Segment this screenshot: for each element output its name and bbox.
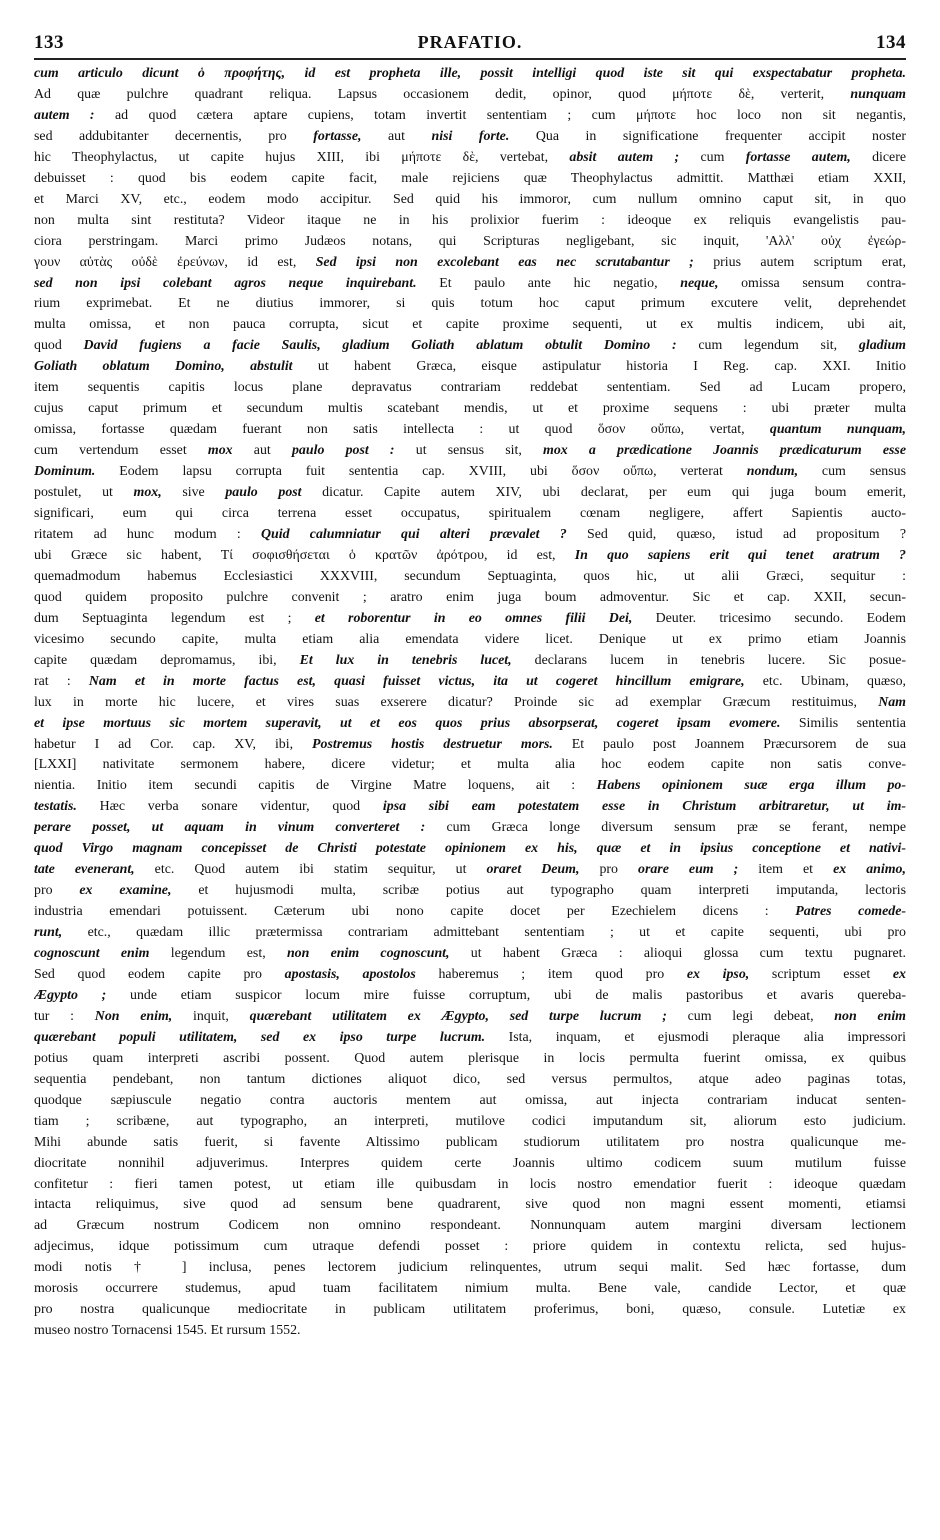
text-run: lux in morte hic lucere, et vires suas exserere dicatur? Proinde sic ad exemplar Græcum restituimus,: [34, 694, 879, 710]
italic-run: nondum,: [746, 464, 799, 480]
text-run: omissa, fortasse quædam fuerant non satis intellecta : ut quod ὅσον οὔπω, vertat,: [34, 422, 770, 438]
text-run: non multa sint restituta? Videor itaque ne in his prolixior fuerim : ideoque ex reliquis evangelistis pau-: [34, 212, 906, 228]
text-line: [34, 567, 906, 588]
italic-run: ex: [892, 966, 906, 982]
italic-run: nisi forte.: [431, 128, 510, 144]
italic-run: Patres comede-: [795, 904, 906, 920]
text-run: multa omissa, et non pauca corrupta, sicut et capite proxime sequenti, ut ex multis indicem, ubi ait,: [34, 317, 906, 333]
text-line: [34, 483, 906, 504]
text-line: [34, 1216, 906, 1237]
text-run: Qua in significatione frequenter accipit noster: [509, 128, 906, 144]
italic-run: Habens opinionem suæ erga illum po-: [596, 778, 906, 794]
text-line: [34, 1091, 906, 1112]
italic-run: Non enim,: [94, 1008, 173, 1024]
text-run: morosis occurrere studemus, apud tuam facilitatem nimium multa. Bene vale, candide Lector, et quæ: [34, 1281, 906, 1297]
running-title: PRAFATIO.: [417, 32, 523, 52]
text-run: Sed quid, quæso, istud ad propositum ?: [566, 526, 906, 542]
text-line: [34, 232, 906, 253]
text-run: etc. Ubinam, quæso,: [744, 673, 906, 689]
text-run: item sequentis capitis locus plane depravatus contrariam reddebat sententiam. Sed ad Lucam propero,: [34, 380, 906, 396]
text-run: industria emendari potuissent. Cæterum ubi nono capite docet per Ezechielem dicens :: [34, 904, 796, 920]
text-run: cum legi debeat,: [666, 1008, 835, 1024]
text-run: γουν αὐτὰς οὐδὲ ἐρεύνων, id est,: [34, 254, 316, 270]
text-line: [34, 1195, 906, 1216]
text-line: [34, 336, 906, 357]
text-run: item et: [738, 862, 834, 878]
text-run: cum: [679, 149, 746, 165]
text-line: [34, 609, 906, 630]
text-run: Deuter. tricesimo secundo. Eodem: [632, 610, 906, 626]
text-line: [34, 923, 906, 944]
italic-run: quod Virgo magnam concepisset de Christi potestate opinionem ex his, quæ et in ipsius conceptione et nativi-: [34, 841, 906, 857]
header-rule: [34, 58, 906, 60]
text-run: potius quam interpreti ascribi possent. Quod autem plerisque in locis permulta fuerint omissa, ex quibus: [34, 1050, 906, 1066]
text-line: [34, 693, 906, 714]
text-line: [34, 420, 906, 441]
italic-run: mox,: [133, 485, 162, 501]
text-line: [34, 378, 906, 399]
text-line: [34, 1007, 906, 1028]
text-line: [34, 64, 906, 85]
text-run: et Marci XV, etc., eodem modo accipitur. Sed quid his immoror, cum nullum omnino caput sit, in quo: [34, 191, 906, 207]
text-line: [34, 588, 906, 609]
text-run: dum Septuaginta legendum est ;: [34, 610, 315, 626]
text-line: [34, 1175, 906, 1196]
italic-run: ipsa sibi eam potestatem esse in Christum arbitraretur, ut im-: [382, 799, 906, 815]
text-line: [34, 462, 906, 483]
italic-run: paulo post :: [291, 443, 395, 459]
italic-run: Goliath oblatum Domino, abstulit: [34, 359, 293, 375]
text-run: capite quædam depromamus, ibi,: [34, 652, 300, 668]
text-line: [34, 441, 906, 462]
text-line: [34, 148, 906, 169]
text-run: cum vertendum esset: [34, 443, 208, 459]
italic-run: ex animo,: [833, 862, 906, 878]
italic-run: runt,: [34, 925, 63, 941]
text-run: Ad quæ pulchre quadrant reliqua. Lapsus occasionem dedit, opinor, quod μήποτε δὲ, verterit,: [34, 86, 851, 102]
text-run: pro: [34, 883, 80, 899]
italic-run: nunquam: [850, 86, 906, 102]
text-line: [34, 127, 906, 148]
text-run: declarans lucem in tenebris lucere. Sic posue-: [511, 652, 906, 668]
text-run: sed addubitanter decernentis, pro: [34, 128, 314, 144]
text-run: unde etiam suspicor locum mire fuisse corruptum, ubi de malis pastoribus et avaris querebа-: [106, 987, 906, 1003]
text-run: significari, eum qui circa terrena esset occupatus, spiritualem cœnam negligere, affert Sapientis aucto-: [34, 506, 906, 522]
italic-run: Ægypto ;: [34, 987, 107, 1003]
italic-run: apostasis, apostolos: [284, 966, 416, 982]
italic-run: fortasse,: [313, 128, 362, 144]
text-line: [34, 1112, 906, 1133]
text-run: Et paulo post Joannem Præcursorem de sua: [552, 736, 906, 752]
text-run: prius autem scriptum erat,: [693, 254, 906, 270]
text-line: [34, 1279, 906, 1300]
italic-run: quantum nunquam,: [769, 422, 906, 438]
text-run: ut habent Græca : alioqui glossa cum textu pugnaret.: [449, 946, 906, 962]
text-run: cum sensus: [798, 464, 906, 480]
italic-run: fortasse autem,: [745, 149, 851, 165]
italic-run: Dominum.: [34, 464, 96, 480]
text-run: legendum est,: [149, 946, 287, 962]
text-run: Et paulo ante hic negatio,: [416, 275, 681, 291]
text-line: [34, 630, 906, 651]
text-line: [34, 797, 906, 818]
italic-run: absit autem ;: [569, 149, 680, 165]
text-line: [34, 776, 906, 797]
text-line: [34, 211, 906, 232]
text-run: adjecimus, idque potissimum cum utraque defendi posset : priore quidem in contextu relicta, sed hujus-: [34, 1239, 906, 1255]
text-line: [34, 294, 906, 315]
text-run: sive: [161, 485, 226, 501]
text-run: quodque sæpiuscule negatio contra auctoris mentem aut omissa, aut injecta contrariam inducat senten-: [34, 1092, 906, 1108]
text-run: Similis sententia: [780, 715, 906, 731]
text-line: [34, 253, 906, 274]
text-run: tur :: [34, 1008, 95, 1024]
text-run: tiam ; scribæne, aut typographo, an interpreti, mutilove codici imputandum sit, aliorum esto judicium.: [34, 1113, 906, 1129]
text-run: scriptum esset: [749, 966, 893, 982]
italic-run: cum articulo dicunt ὁ προφήτης, id est propheta ille, possit intelligi quod iste sit qui exspectabatur propheta.: [34, 66, 906, 81]
text-run: cujus caput primum et secundum multis scatebant mendis, ut et proxime sequens : ubi præter multa: [34, 401, 906, 417]
text-line: [34, 399, 906, 420]
text-line: [34, 274, 906, 295]
text-line: [34, 672, 906, 693]
text-run: Ista, inquam, et ejusmodi pleraque alia impressori: [485, 1029, 906, 1045]
text-line: [34, 106, 906, 127]
page-number-right: 134: [876, 32, 906, 53]
text-line: [34, 169, 906, 190]
text-run: ritatem ad hunc modum :: [34, 526, 261, 542]
text-run: ad quod cætera aptare cupiens, totam invertit sententiam ; cum μήποτε hoc loco non sit negantis,: [94, 107, 906, 123]
text-run: omissa sensum contra-: [718, 275, 906, 291]
italic-run: testatis.: [34, 799, 77, 815]
text-line: [34, 357, 906, 378]
text-run: confitetur : fieri tamen potest, ut etiam ille quibusdam in locis nostro emendatior fuerit : ideoque quædam: [34, 1176, 906, 1192]
text-run: habetur I ad Cor. cap. XV, ibi,: [34, 736, 313, 752]
italic-run: quærebant utilitatem ex Ægypto, sed turpe lucrum ;: [249, 1008, 667, 1024]
text-run: diocritate nonnihil adjuverimus. Interpres quidem certe Joannis ultimo codicem suum mutilum fuisse: [34, 1155, 906, 1171]
italic-run: quærebant populi utilitatem, sed ex ipso turpe lucrum.: [34, 1029, 486, 1045]
italic-run: autem :: [34, 107, 95, 123]
text-run: quod quidem proposito pulchre convenit ; aratro enim juga boum admoventur. Sic et cap. XXII, secun-: [34, 589, 906, 605]
text-run: modi notis † ] inclusa, penes lectorem judicium relinquentes, utrum sequi malit. Sed hæc fortasse, dum: [34, 1260, 906, 1276]
text-line: [34, 839, 906, 860]
text-run: dicatur. Capite autem XIV, ubi declarat, per eum qui juga boum emerit,: [301, 485, 906, 501]
text-line: [34, 986, 906, 1007]
page-number-left: 133: [34, 32, 64, 53]
italic-run: mox: [207, 443, 233, 459]
text-run: Sed quod eodem capite pro: [34, 966, 285, 982]
text-run: Hæc verba sonare videntur, quod: [76, 799, 383, 815]
text-run: sequentia pendebant, non tantum dictiones aliquot dico, sed versus permultos, atque adeo paginas totas,: [34, 1071, 906, 1087]
text-run: debuisset : quod bis eodem capite facit, male rejiciens quæ Theophylactus admittit. Matthæi etiam XXII,: [34, 170, 906, 186]
text-run: nientia. Initio item secundi capitis de Virgine Matre loquens, ait :: [34, 778, 597, 794]
text-line: [34, 881, 906, 902]
italic-run: Nam et in morte factus est, quasi fuisset victus, ita ut cogeret hincillum emigrare,: [88, 673, 745, 689]
text-run: rium exprimebat. Et ne diutius immorer, si quis totum hoc caput primum excutere velit, deprehendet: [34, 296, 906, 312]
text-line: [34, 1321, 906, 1342]
text-run: haberemus ; item quod pro: [415, 966, 687, 982]
text-run: ut habent Græca, eisque astipulatur historia I Reg. cap. XXI. Initio: [292, 359, 906, 375]
text-run: quod: [34, 338, 84, 354]
text-line: [34, 1133, 906, 1154]
text-line: [34, 714, 906, 735]
text-line: [34, 1237, 906, 1258]
text-line: [34, 546, 906, 567]
text-line: [34, 315, 906, 336]
text-run: vicesimo secundo capite, multa etiam alia emendata videre licet. Denique ut ex primo etiam Joannis: [34, 631, 906, 647]
text-run: ubi Græce sic habent, Τί σοφισθήσεται ὁ κρατῶν ἀρότρου, id est,: [34, 547, 575, 563]
text-line: [34, 651, 906, 672]
italic-run: orare eum ;: [638, 862, 739, 878]
italic-run: non enim: [834, 1008, 906, 1024]
text-run: Mihi abunde satis fuerit, si favente Altissimo publicam studiorum utilitatem pro nostra qualicunque me-: [34, 1134, 906, 1150]
text-run: aut: [232, 443, 292, 459]
text-run: cum Græca longe diversum sensum præ se ferant, nempe: [425, 820, 906, 836]
italic-run: gladium: [858, 338, 906, 354]
text-run: pro nostra qualicunque mediocritate in publicam utilitatem proferimus, boni, quæso, consule. Lutetiæ ex: [34, 1302, 906, 1318]
text-run: ut sensus sit,: [394, 443, 544, 459]
text-run: intacta reliquimus, sive quod ad sensum bene quadrarent, sive quod non magni essent momenti, etiamsi: [34, 1197, 906, 1213]
text-line: [34, 1300, 906, 1321]
italic-run: ex ipso,: [686, 966, 750, 982]
italic-run: mox a prædicatione Joannis prædicaturum esse: [543, 443, 906, 459]
text-line: [34, 944, 906, 965]
italic-run: non enim cognoscunt,: [286, 946, 450, 962]
text-line: [34, 1154, 906, 1175]
text-run: [LXXI] nativitate sermonem habere, dicere videtur; et multa alia hoc eodem capite non satis conve-: [34, 757, 906, 773]
text-run: etc., quædam illic prætermissa contrariam admittebant sententiam ; ut et capite sequenti, ubi pro: [62, 925, 906, 941]
text-run: dicere: [850, 149, 906, 165]
text-line: [34, 902, 906, 923]
italic-run: Quid calumniatur qui alteri prævalet ?: [260, 526, 567, 542]
italic-run: paulo post: [225, 485, 302, 501]
page-header: [34, 32, 906, 58]
text-line: [34, 504, 906, 525]
text-line: [34, 735, 906, 756]
italic-run: neque,: [680, 275, 719, 291]
italic-run: Nam: [878, 694, 906, 710]
italic-run: oraret Deum,: [486, 862, 580, 878]
text-line: [34, 85, 906, 106]
text-line: [34, 965, 906, 986]
italic-run: et ipse mortuus sic mortem superavit, ut et eos quos prius absorpserat, cogeret ipsam evomere.: [34, 715, 781, 731]
text-run: rat :: [34, 673, 89, 689]
text-run: ciora perstringam. Marci primo Judæos notans, qui Scripturas negligebant, sic inquit, 'Αλλ' οὐχ ἐγεώρ-: [34, 233, 906, 249]
text-line: [34, 190, 906, 211]
text-line: [34, 755, 906, 776]
text-line: [34, 525, 906, 546]
text-run: inquit,: [172, 1008, 250, 1024]
italic-run: Et lux in tenebris lucet,: [299, 652, 512, 668]
italic-run: ex examine,: [79, 883, 172, 899]
italic-run: Postremus hostis destruetur mors.: [312, 736, 553, 752]
text-line: [34, 1049, 906, 1070]
text-line: [34, 1070, 906, 1091]
text-run: cum legendum sit,: [676, 338, 859, 354]
text-run: et hujusmodi multa, scribæ potius aut typographo quam interpreti imputanda, lectoris: [171, 883, 906, 899]
italic-run: David fugiens a facie Saulis, gladium Goliath ablatum obtulit Domino :: [83, 338, 677, 354]
text-run: etc. Quod autem ibi statim sequitur, ut: [134, 862, 487, 878]
italic-run: sed non ipsi colebant agros neque inquirebant.: [34, 275, 417, 291]
text-run: aut: [361, 128, 432, 144]
text-line: [34, 860, 906, 881]
text-line: [34, 1258, 906, 1279]
text-run: postulet, ut: [34, 485, 134, 501]
text-run: Eodem lapsu corrupta fuit sententia cap. XVIII, ubi ὅσον οὔπω, verterat: [95, 464, 747, 480]
text-run: museo nostro Tornacensi 1545. Et rursum 1552.: [34, 1323, 301, 1339]
text-run: hic Theophylactus, ut capite hujus XIII, ibi μήποτε δὲ, vertebat,: [34, 149, 570, 165]
text-run: quemadmodum habemus Ecclesiastici XXXVIII, secundum Septuaginta, quos hic, ut alii Græci, sequitur :: [34, 568, 906, 584]
italic-run: tate evenerant,: [34, 862, 135, 878]
italic-run: Sed ipsi non excolebant eas nec scrutabantur ;: [315, 254, 694, 270]
text-run: ad Græcum nostrum Codicem non omnino respondeant. Nonnunquam autem margini diversam lectionem: [34, 1218, 906, 1234]
text-line: [34, 818, 906, 839]
italic-run: cognoscunt enim: [34, 946, 150, 962]
italic-run: et roborentur in eo omnes filii Dei,: [314, 610, 633, 626]
italic-run: perare posset, ut aquam in vinum converteret :: [34, 820, 426, 836]
body-text: [34, 64, 906, 1342]
text-run: pro: [579, 862, 639, 878]
text-line: [34, 1028, 906, 1049]
italic-run: In quo sapiens erit qui tenet aratrum ?: [574, 547, 906, 563]
